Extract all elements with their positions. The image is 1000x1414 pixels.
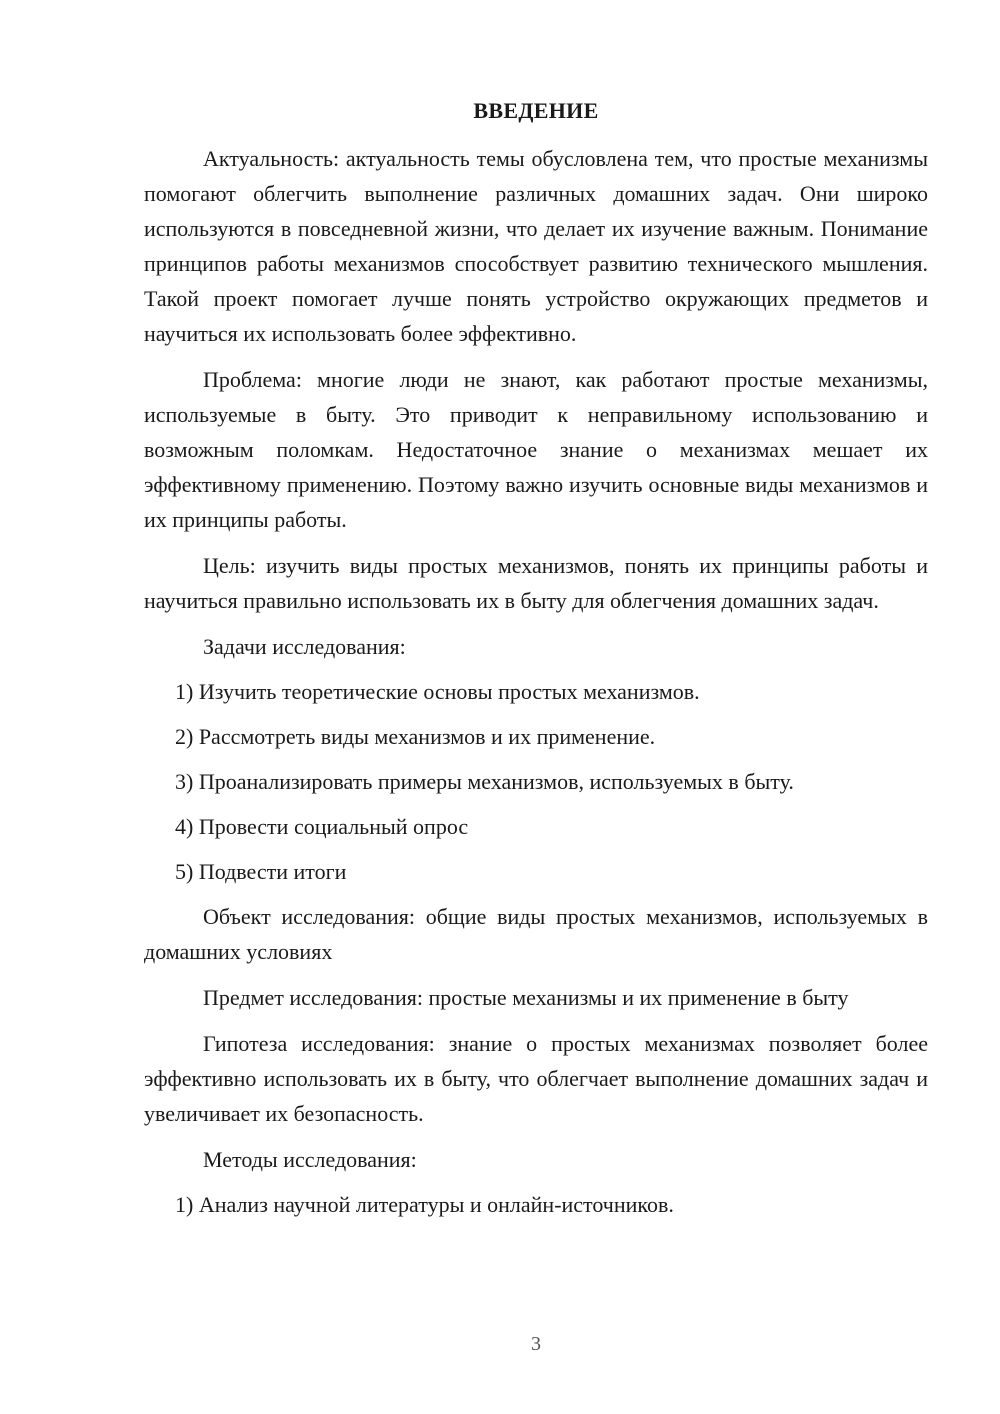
object-paragraph: Объект исследования: общие виды простых механизмов, используемых в домашних условиях	[144, 904, 928, 964]
hypothesis-paragraph: Гипотеза исследования: знание о простых механизмах позволяет более эффективно использовать их в быту, что облегчает выполнение домашних задач и увеличивает их безопасность.	[144, 1031, 928, 1126]
relevance-paragraph: Актуальность: актуальность темы обусловлена тем, что простые механизмы помогают облегчить выполнение различных домашних задач. Они широко используются в повседневной жизни, что делает их изучение важным. Понимание принципов работы механизмов способствует развитию технического мышления. Такой проект помогает лучше понять устройство окружающих предметов и научиться их использовать более эффективно.	[144, 146, 928, 346]
task-item: 5) Подвести итоги	[175, 859, 347, 884]
problem-paragraph: Проблема: многие люди не знают, как работают простые механизмы, используемые в быту. Это приводит к неправильному использованию и возможным поломкам. Недостаточное знание о механизмах мешает их эффективному применению. Поэтому важно изучить основные виды механизмов и их принципы работы.	[144, 367, 928, 532]
method-item: 1) Анализ научной литературы и онлайн-источников.	[175, 1192, 674, 1217]
methods-list	[144, 1187, 928, 1222]
section-title: ВВЕДЕНИЕ	[473, 98, 599, 123]
document-page	[144, 95, 928, 1232]
page-number: 3	[531, 1333, 541, 1355]
goal-paragraph: Цель: изучить виды простых механизмов, понять их принципы работы и научиться правильно использовать их в быту для облегчения домашних задач.	[144, 553, 928, 613]
task-item: 3) Проанализировать примеры механизмов, используемых в быту.	[175, 769, 794, 794]
task-item: 1) Изучить теоретические основы простых механизмов.	[175, 679, 700, 704]
methods-label: Методы исследования:	[203, 1147, 417, 1172]
tasks-list	[144, 674, 928, 889]
subject-paragraph: Предмет исследования: простые механизмы и их применение в быту	[203, 985, 849, 1010]
task-item: 2) Рассмотреть виды механизмов и их применение.	[175, 724, 656, 749]
tasks-label: Задачи исследования:	[203, 634, 406, 659]
task-item: 4) Провести социальный опрос	[175, 814, 469, 839]
